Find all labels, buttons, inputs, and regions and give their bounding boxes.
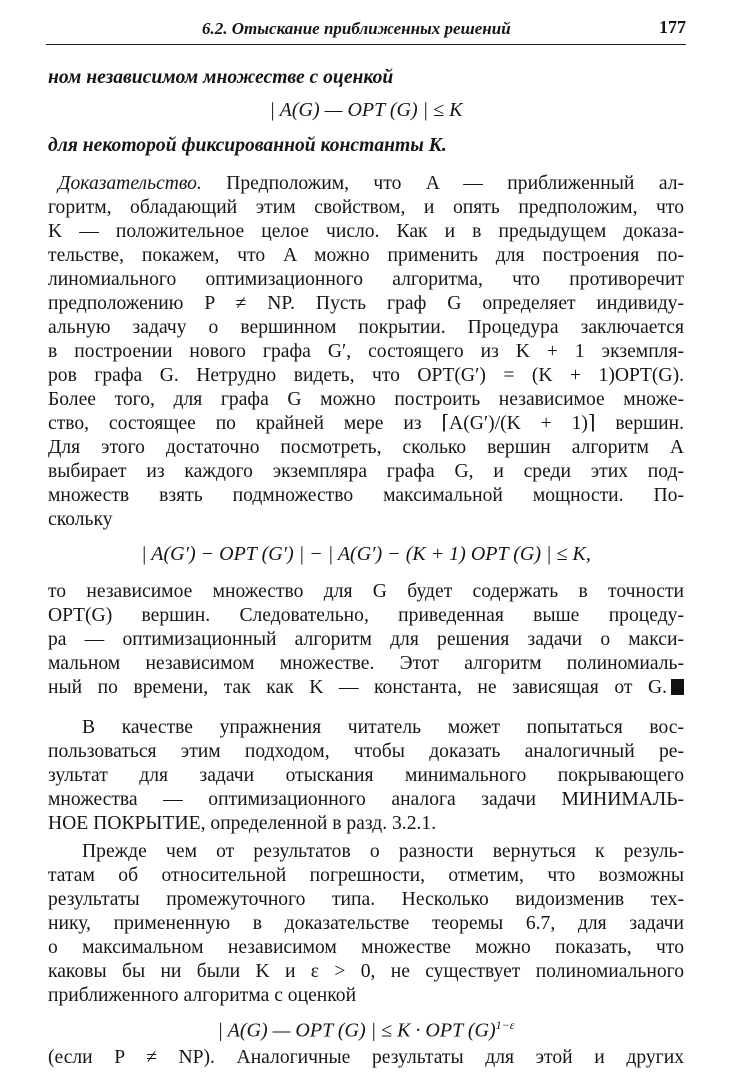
paragraph-line: каковы бы ни были K и ε > 0, не существует полиномиального <box>48 961 684 982</box>
paragraph-line <box>48 716 684 740</box>
paragraph-text: Прежде чем от результатов о разности вернуться к резуль- <box>82 841 684 862</box>
proof-label: Доказательство. <box>58 173 202 194</box>
proof-first-line <box>48 172 684 196</box>
proof-line: мальном независимом множестве. Этот алгоритм полиномиаль- <box>48 653 684 674</box>
theorem-text-line: ном независимом множестве с оценкой <box>48 67 394 88</box>
equation-relative-bound <box>48 1012 684 1044</box>
paragraph-line: НОЕ ПОКРЫТИЕ, определенной в разд. 3.2.1. <box>48 813 437 834</box>
paragraph-line: приближенного алгоритма с оценкой <box>48 985 357 1006</box>
proof-text: Предположим, что A — приближенный ал- <box>201 173 684 194</box>
running-header <box>46 14 686 45</box>
paragraph-line: татам об относительной погрешности, отметим, что возможны <box>48 865 684 886</box>
page-number: 177 <box>659 17 686 37</box>
running-title: 6.2. Отыскание приближенных решений <box>202 19 511 38</box>
proof-line: Более того, для графа G можно построить независимое множе- <box>48 389 684 410</box>
proof-line: ра — оптимизационный алгоритм для решения задачи о макси- <box>48 629 684 650</box>
proof-line: Для этого достаточно посмотреть, сколько вершин алгоритм A <box>48 437 684 458</box>
equation-difference-bound: | A(G) — OPT (G) | ≤ K <box>269 99 463 121</box>
proof-line: горитм, обладающий этим свойством, и опять предположим, что <box>48 197 684 218</box>
proof-line: в построении нового графа G′, состоящего из K + 1 экземпля- <box>48 341 684 362</box>
proof-line: то независимое множество для G будет содержать в точности <box>48 581 684 602</box>
qed-square-icon <box>671 679 684 695</box>
proof-line: выбирает из каждого экземпляра графа G, и среди этих под- <box>48 461 684 482</box>
equation-text: | A(G) — OPT (G) | ≤ K · OPT (G) <box>217 1019 496 1042</box>
paragraph-line <box>48 840 684 864</box>
proof-line: K — положительное целое число. Как и в предыдущем доказа- <box>48 221 684 242</box>
paragraph-text: В качестве упражнения читатель может попытаться вос- <box>82 717 684 738</box>
proof-line: тельстве, покажем, что A можно применить для построения по- <box>48 245 684 266</box>
proof-line: множеств взять подмножество максимальной мощности. По- <box>48 485 684 506</box>
paragraph-line: нику, примененную в доказательстве теоремы 6.7, для задачи <box>48 913 684 934</box>
theorem-text-line: для некоторой фиксированной константы K. <box>48 135 447 156</box>
paragraph-line: (если P ≠ NP). Аналогичные результаты для этой и других <box>48 1047 684 1068</box>
proof-line: альную задачу о вершинном покрытии. Процедура заключается <box>48 317 684 338</box>
paragraph-line: о максимальном независимом множестве можно показать, что <box>48 937 684 958</box>
paragraph-line: множества — оптимизационного аналога задачи МИНИМАЛЬ- <box>48 789 684 810</box>
proof-line: ство, состоящее по крайней мере из ⌈A(G′)/(K + 1)⌉ вершин. <box>48 413 684 434</box>
paragraph-line: пользоваться этим подходом, чтобы доказать аналогичный ре- <box>48 741 684 762</box>
paragraph-line: зультат для задачи отыскания минимального покрывающего <box>48 765 684 786</box>
proof-line: ров графа G. Нетрудно видеть, что OPT(G′) = (K + 1)OPT(G). <box>48 365 684 386</box>
paragraph-line: результаты промежуточного типа. Несколько видоизменив тех- <box>48 889 684 910</box>
equation-proof-inequality: | A(G′) − OPT (G′) | − | A(G′) − (K + 1) OPT (G) | ≤ K, <box>141 543 591 565</box>
proof-line: OPT(G) вершин. Следовательно, приведенная выше процеду- <box>48 605 684 626</box>
proof-text: ный по времени, так как K — константа, не зависящая от G. <box>48 677 667 698</box>
equation-exponent: 1−ε <box>495 1018 515 1032</box>
proof-line: предположению P ≠ NP. Пусть граф G определяет индивиду- <box>48 293 684 314</box>
proof-last-line <box>48 676 684 700</box>
proof-line: скольку <box>48 509 113 530</box>
proof-line: линомиального оптимизационного алгоритма, что противоречит <box>48 269 684 290</box>
